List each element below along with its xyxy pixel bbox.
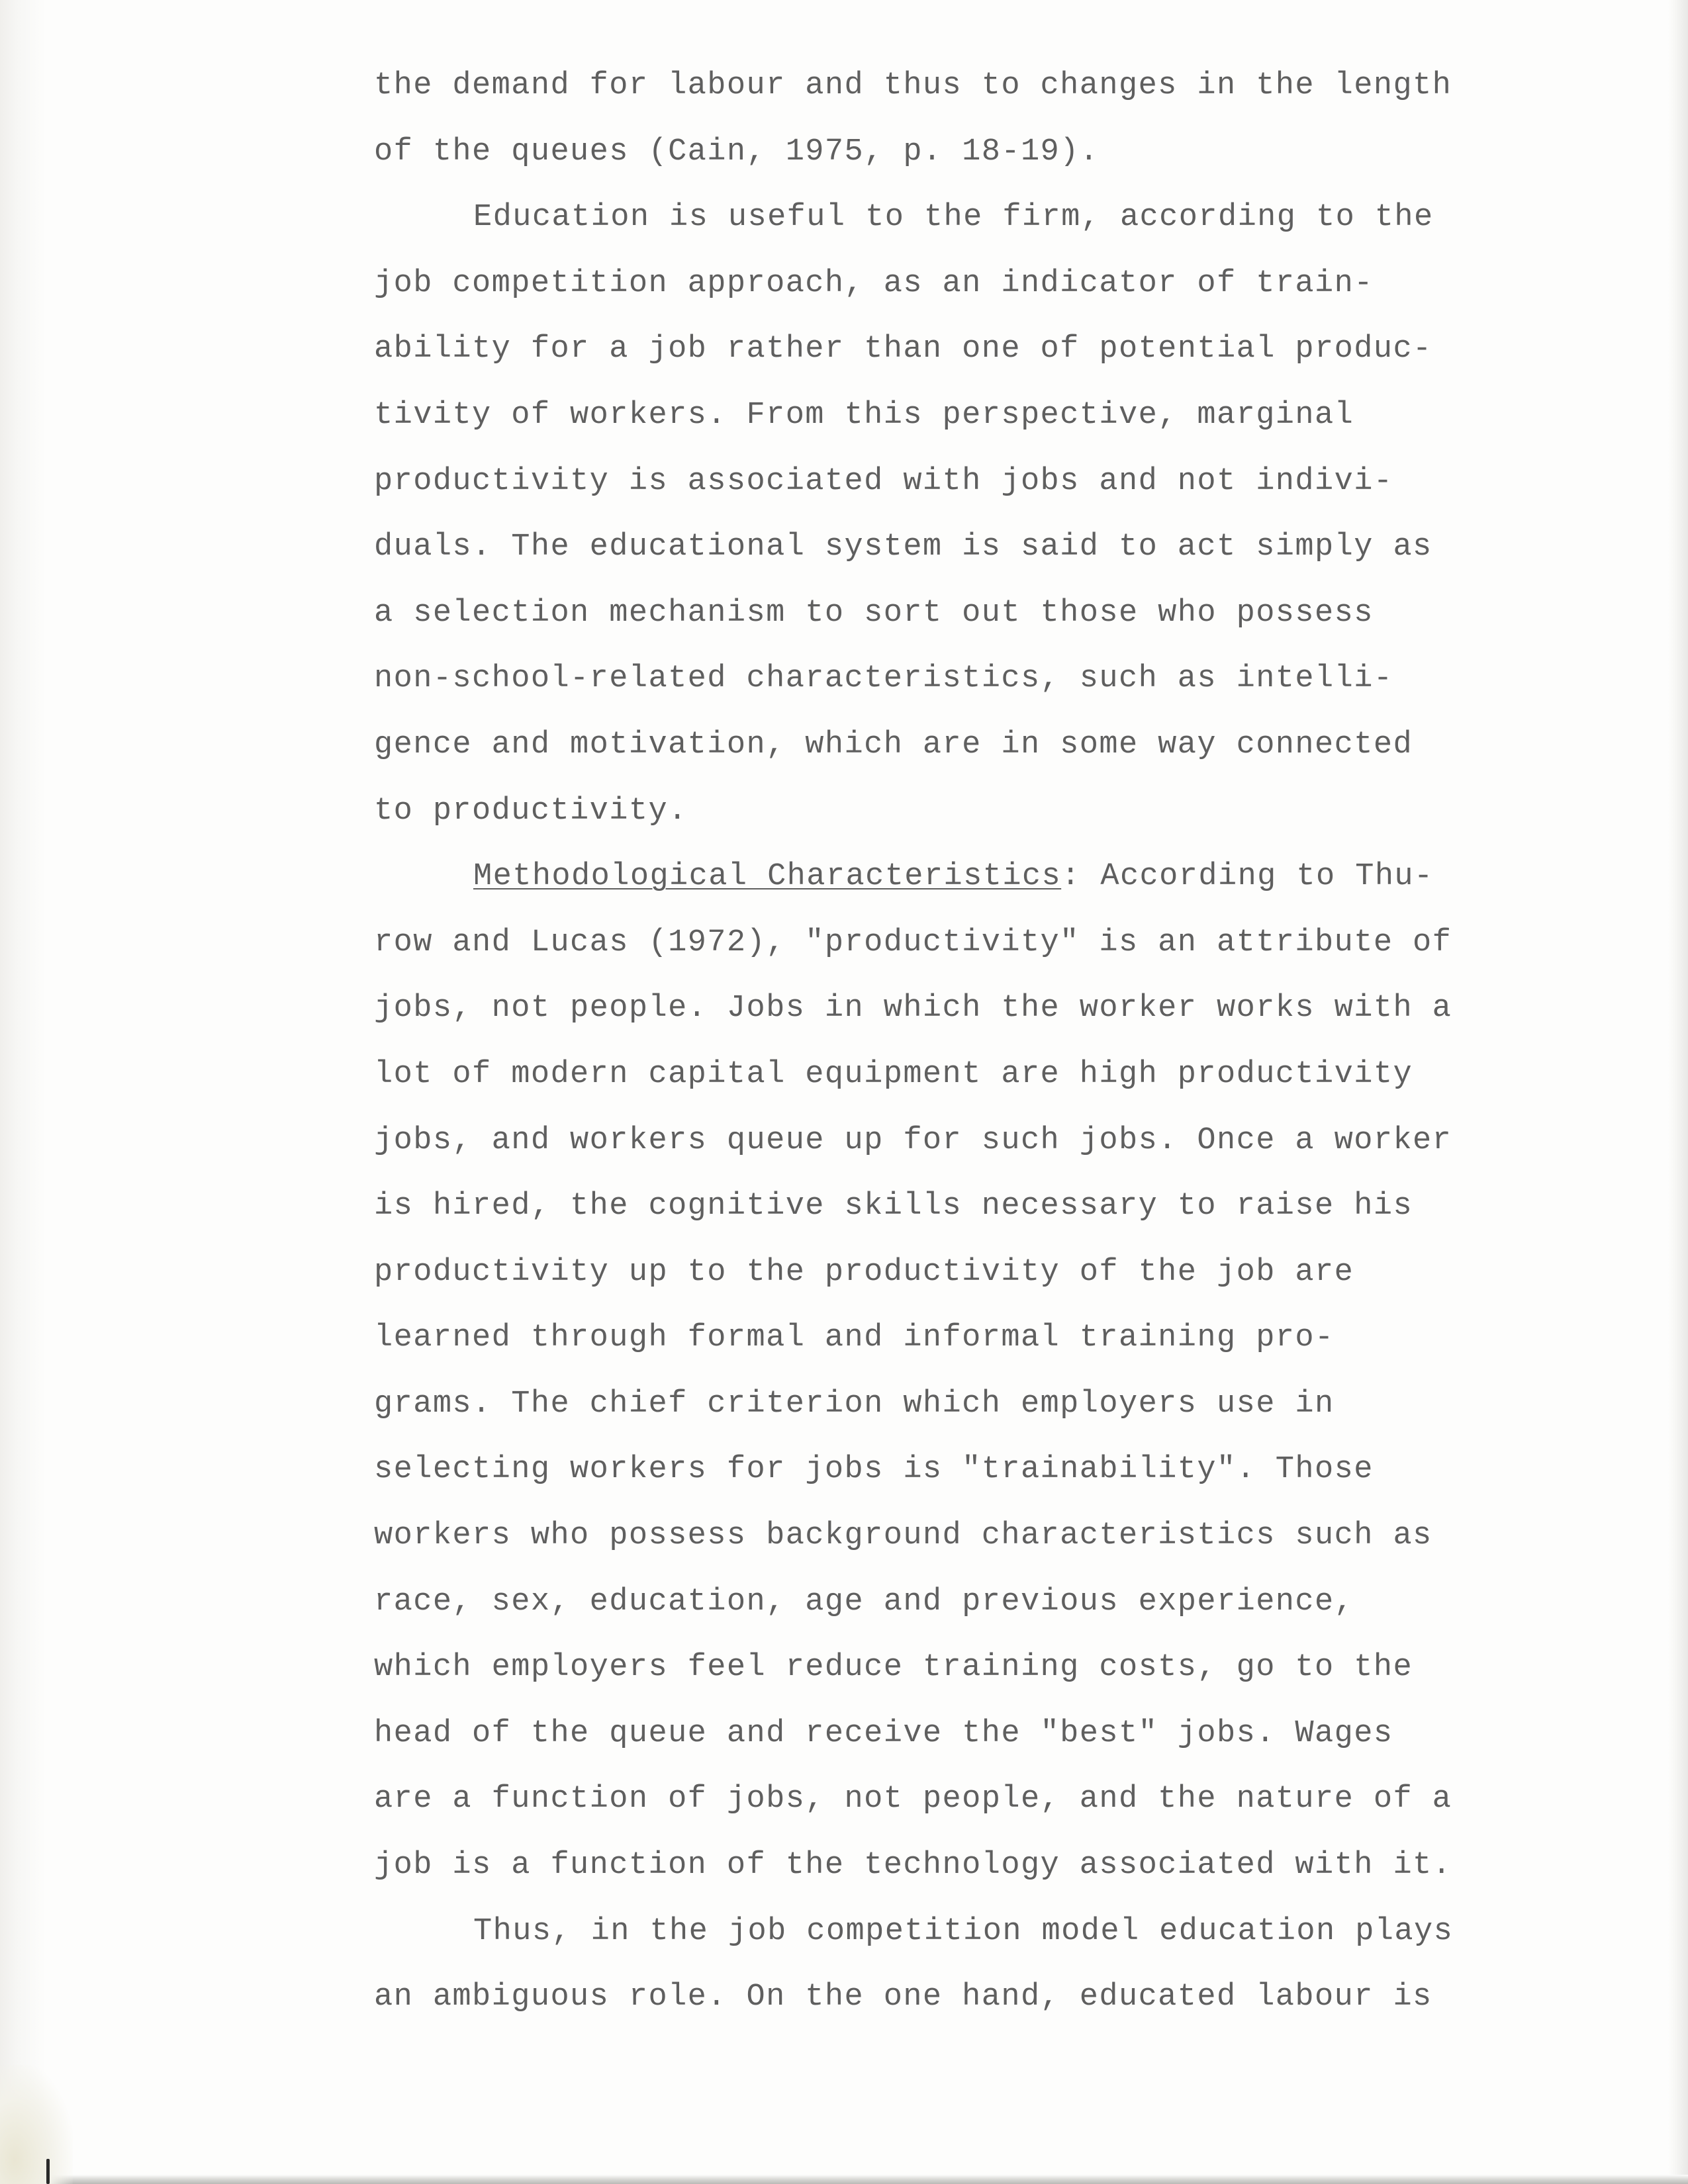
- scan-bottom-edge: [46, 2175, 1688, 2184]
- paragraph-start-line: Thus, in the job competition model education plays: [473, 1913, 1454, 1949]
- text-line: a selection mechanism to sort out those who possess: [374, 595, 1374, 631]
- paragraph-start-line: Education is useful to the firm, according to the: [473, 200, 1434, 236]
- scan-corner-shadow: [0, 2065, 73, 2184]
- text-line: is hired, the cognitive skills necessary to raise his: [374, 1189, 1413, 1224]
- text-line: productivity is associated with jobs and not indivi-: [374, 463, 1393, 499]
- scan-left-edge: [0, 0, 46, 2184]
- text-line: jobs, not people. Jobs in which the worker works with a: [374, 991, 1452, 1026]
- section-heading-line: [374, 844, 1499, 910]
- text-line: jobs, and workers queue up for such jobs. Once a worker: [374, 1122, 1452, 1158]
- text-line: head of the queue and receive the "best" jobs. Wages: [374, 1715, 1393, 1751]
- text-line: grams. The chief criterion which employers use in: [374, 1386, 1335, 1422]
- text-line: race, sex, education, age and previous experience,: [374, 1584, 1354, 1619]
- section-heading: Methodological Characteristics: [473, 859, 1062, 895]
- text-line: are a function of jobs, not people, and the nature of a: [374, 1782, 1452, 1817]
- text-line: to productivity.: [374, 793, 688, 829]
- text-line: the demand for labour and thus to changes in the length: [374, 68, 1452, 103]
- text-line: job competition approach, as an indicator of train-: [374, 265, 1374, 301]
- text-line: duals. The educational system is said to act simply as: [374, 529, 1432, 565]
- text-line: workers who possess background characteristics such as: [374, 1518, 1432, 1554]
- text-line: lot of modern capital equipment are high productivity: [374, 1056, 1413, 1092]
- text-line: learned through formal and informal training pro-: [374, 1320, 1335, 1356]
- text-line: row and Lucas (1972), "productivity" is an attribute of: [374, 925, 1452, 960]
- scan-right-edge: [1668, 0, 1688, 2184]
- text-line: ability for a job rather than one of potential produc-: [374, 332, 1432, 367]
- text-line: which employers feel reduce training costs, go to the: [374, 1650, 1413, 1686]
- text-line: job is a function of the technology associated with it.: [374, 1848, 1452, 1884]
- text-line: gence and motivation, which are in some way connected: [374, 727, 1413, 762]
- text-line: of the queues (Cain, 1975, p. 18-19).: [374, 134, 1100, 169]
- text-line: productivity up to the productivity of the job are: [374, 1254, 1354, 1290]
- body-text: [374, 53, 1499, 2030]
- text-line: non-school-related characteristics, such as intelli-: [374, 661, 1393, 697]
- section-heading-continuation: : According to Thu-: [1061, 859, 1434, 895]
- text-line: tivity of workers. From this perspective, marginal: [374, 397, 1354, 433]
- text-line: selecting workers for jobs is "trainability". Those: [374, 1452, 1374, 1488]
- text-line: an ambiguous role. On the one hand, educated labour is: [374, 1979, 1432, 2015]
- scan-artifact-mark: [46, 2159, 50, 2184]
